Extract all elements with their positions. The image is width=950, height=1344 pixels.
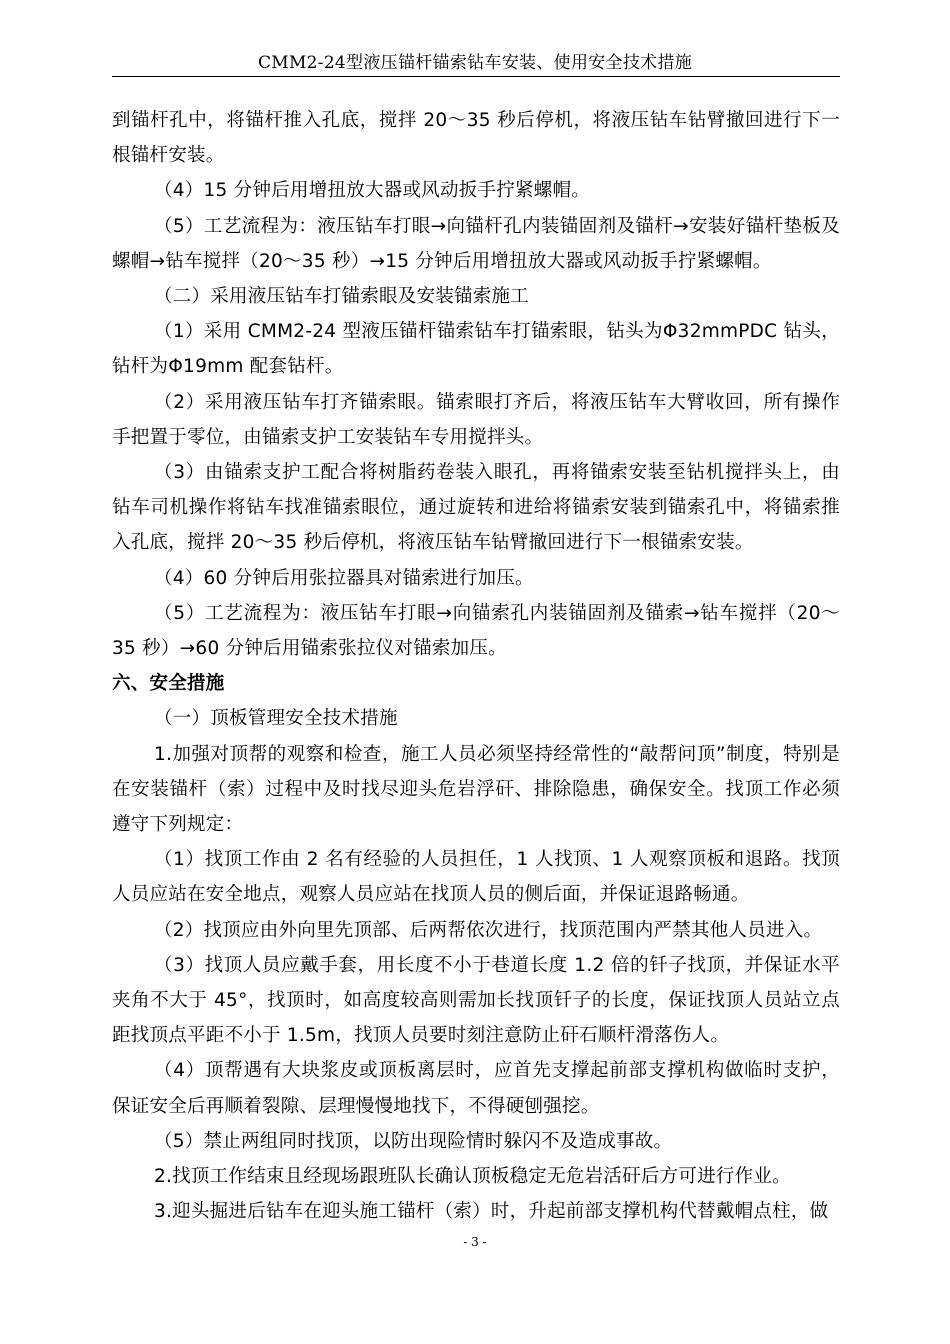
paragraph-16: （4）顶帮遇有大块浆皮或顶板离层时，应首先支撑起前部支撑机构做临时支护，保证安全后再顺着裂隙、层理慢慢地找下，不得硬刨强挖。 bbox=[112, 1060, 840, 1117]
paragraph-3: （5）工艺流程为：液压钻车打眼→向锚杆孔内装锚固剂及锚杆→安装好锚杆垫板及螺帽→钻车搅拌（20～35 秒）→15 分钟后用增扭放大器或风动扳手拧紧螺帽。 bbox=[112, 215, 840, 272]
document-body bbox=[112, 103, 840, 1230]
paragraph-9: （5）工艺流程为：液压钻车打眼→向锚索孔内装锚固剂及锚索→钻车搅拌（20～35 秒）→60 分钟后用锚索张拉仪对锚索加压。 bbox=[112, 602, 840, 660]
paragraph-12: 1.加强对顶帮的观察和检查，施工人员必须坚持经常性的“敲帮问顶”制度，特别是在安装锚杆（索）过程中及时找尽迎头危岩浮矸、排除隐患，确保安全。找顶工作必须遵守下列规定： bbox=[112, 743, 840, 836]
paragraph-8: （4）60 分钟后用张拉器具对锚索进行加压。 bbox=[154, 567, 534, 589]
paragraph-13: （1）找顶工作由 2 名有经验的人员担任，1 人找顶、1 人观察顶板和退路。找顶人员应站在安全地点，观察人员应站在找顶人员的侧后面，并保证退路畅通。 bbox=[112, 849, 840, 906]
paragraph-17: （5）禁止两组同时找顶，以防出现险情时躲闪不及造成事故。 bbox=[154, 1130, 673, 1152]
paragraph-5: （1）采用 CMM2-24 型液压锚杆锚索钻车打锚索眼，钻头为Φ32mmPDC 钻头，钻杆为Φ19mm 配套钻杆。 bbox=[112, 321, 840, 378]
paragraph-2: （4）15 分钟后用增扭放大器或风动扳手拧紧螺帽。 bbox=[154, 180, 590, 202]
paragraph-19: 3.迎头掘进后钻车在迎头施工锚杆（索）时，升起前部支撑机构代替戴帽点柱，做 bbox=[154, 1201, 829, 1223]
paragraph-18: 2.找顶工作结束且经现场跟班队长确认顶板稳定无危岩活矸后方可进行作业。 bbox=[154, 1166, 791, 1188]
paragraph-15: （3）找顶人员应戴手套，用长度不小于巷道长度 1.2 倍的钎子找顶，并保证水平夹角不大于 45°，找顶时，如高度较高则需加长找顶钎子的长度，保证找顶人员站立点距找顶点平距不小于 1.5m，找顶人员要时刻注意防止矸石顺杆滑落伤人。 bbox=[112, 954, 840, 1047]
paragraph-6: （2）采用液压钻车打齐锚索眼。锚索眼打齐后，将液压钻车大臂收回，所有操作手把置于零位，由锚索支护工安装钻车专用搅拌头。 bbox=[112, 391, 840, 448]
paragraph-11: （一）顶板管理安全技术措施 bbox=[154, 708, 398, 730]
paragraph-1: 到锚杆孔中，将锚杆推入孔底，搅拌 20～35 秒后停机，将液压钻车钻臂撤回进行下一根锚杆安装。 bbox=[112, 110, 840, 167]
paragraph-14: （2）找顶应由外向里先顶部、后两帮依次进行，找顶范围内严禁其他人员进入。 bbox=[154, 919, 823, 941]
section-heading: 六、安全措施 bbox=[112, 673, 225, 695]
paragraph-7: （3）由锚索支护工配合将树脂药卷装入眼孔，再将锚索安装至钻机搅拌头上，由钻车司机操作将钻车找准锚索眼位，通过旋转和进给将锚索安装到锚索孔中，将锚索推入孔底，搅拌 20～35 秒后停机，将液压钻车钻臂撤回进行下一根锚索安装。 bbox=[112, 462, 840, 554]
running-header: CMM2-24型液压锚杆锚索钻车安装、使用安全技术措施 bbox=[257, 53, 693, 73]
page-number: - 3 - bbox=[463, 1235, 487, 1249]
paragraph-4: （二）采用液压钻车打锚索眼及安装锚索施工 bbox=[154, 286, 530, 308]
header-rule bbox=[112, 76, 840, 77]
